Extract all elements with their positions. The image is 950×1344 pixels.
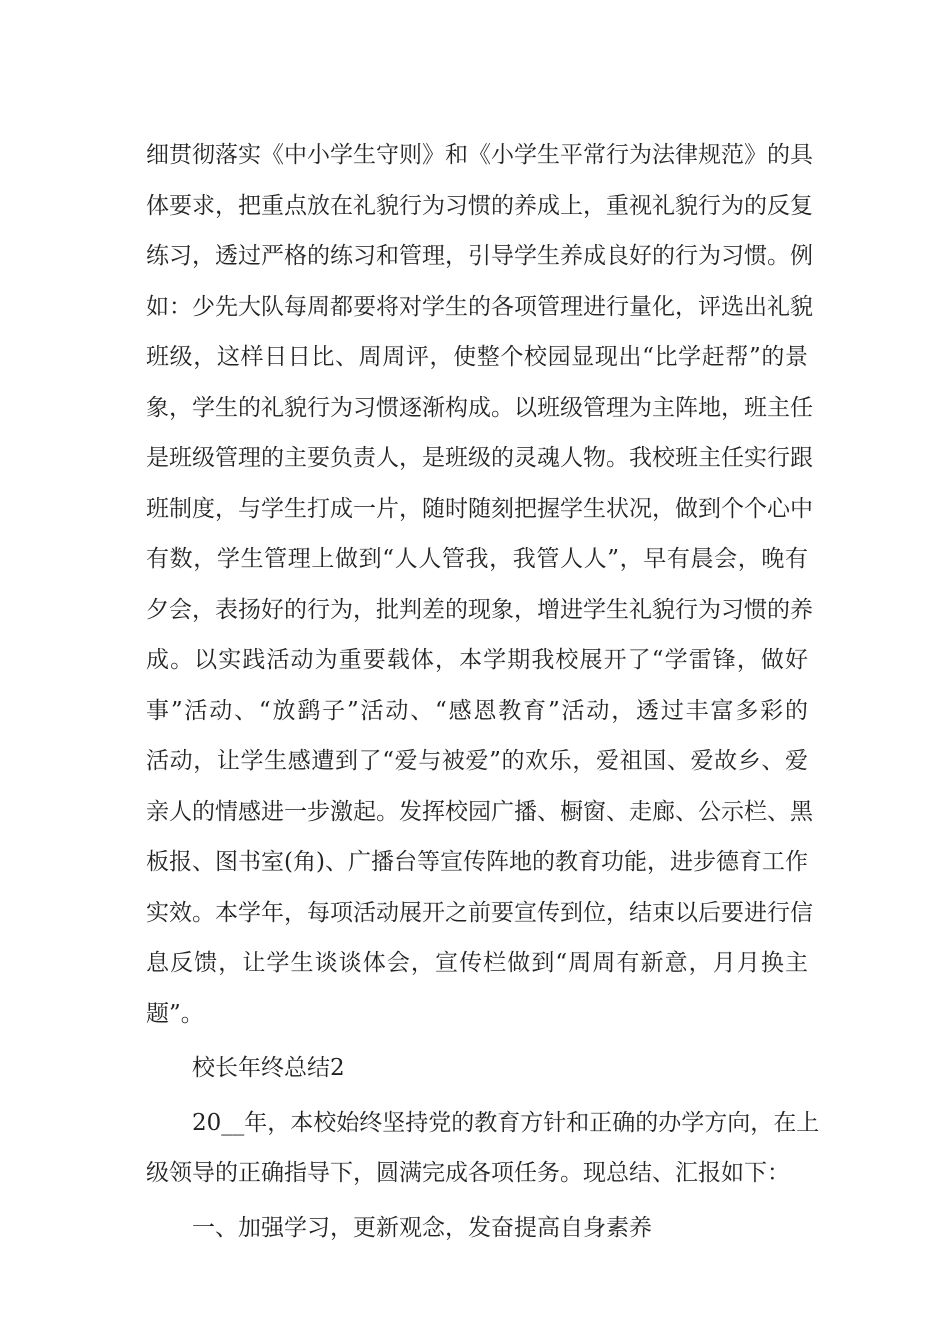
paragraph-2 (146, 1098, 820, 1199)
text-line: 题”。 (146, 1000, 204, 1027)
text-line: 体要求，把重点放在礼貌行为习惯的养成上，重视礼貌行为的反复 (146, 192, 813, 219)
text-line: 班制度，与学生打成一片，随时随刻把握学生状况，做到个个心中 (146, 495, 813, 522)
section-title: 校长年终总结2 (192, 1055, 345, 1081)
text-line: 级领导的正确指导下，圆满完成各项任务。现总结、汇报如下： (146, 1160, 790, 1186)
heading-1: 一、加强学习，更新观念，发奋提高自身素养 (192, 1214, 652, 1241)
text-line: 练习，透过严格的练习和管理，引导学生养成良好的行为习惯。例 (146, 243, 813, 269)
text-line: 成。以实践活动为重要载体，本学期我校展开了“学雷锋，做好 (146, 647, 808, 673)
text-line: 事”活动、“放鹞子”活动、“感恩教育”活动，透过丰富多彩的 (146, 697, 808, 724)
text-line: 亲人的情感进一步激起。发挥校园广播、橱窗、走廊、公示栏、黑 (146, 798, 813, 825)
text-line: 20__年，本校始终坚持党的教育方针和正确的办学方向，在上 (192, 1109, 820, 1136)
paragraph-1 (146, 130, 813, 1039)
text-line: 象，学生的礼貌行为习惯逐渐构成。以班级管理为主阵地，班主任 (146, 394, 813, 421)
text-line: 是班级管理的主要负责人，是班级的灵魂人物。我校班主任实行跟 (146, 445, 813, 471)
document-body (146, 130, 820, 1253)
text-line: 有数，学生管理上做到“人人管我，我管人人”，早有晨会，晚有 (146, 546, 808, 572)
text-line: 活动，让学生感遭到了“爱与被爱”的欢乐，爱祖国、爱故乡、爱 (146, 748, 808, 774)
text-line: 如：少先大队每周都要将对学生的各项管理进行量化，评选出礼貌 (146, 293, 813, 320)
text-line: 细贯彻落实《中小学生守则》和《小学生平常行为法律规范》的具 (146, 142, 813, 168)
text-line: 板报、图书室(角)、广播台等宣传阵地的教育功能，进步德育工作 (146, 849, 808, 875)
text-line: 班级，这样日日比、周周评，使整个校园显现出“比学赶帮”的景 (146, 344, 808, 370)
text-line: 息反馈，让学生谈谈体会，宣传栏做到“周周有新意，月月换主 (146, 950, 808, 976)
text-line: 夕会，表扬好的行为，批判差的现象，增进学生礼貌行为习惯的养 (146, 596, 813, 623)
text-line: 实效。本学年，每项活动展开之前要宣传到位，结束以后要进行信 (146, 899, 813, 926)
